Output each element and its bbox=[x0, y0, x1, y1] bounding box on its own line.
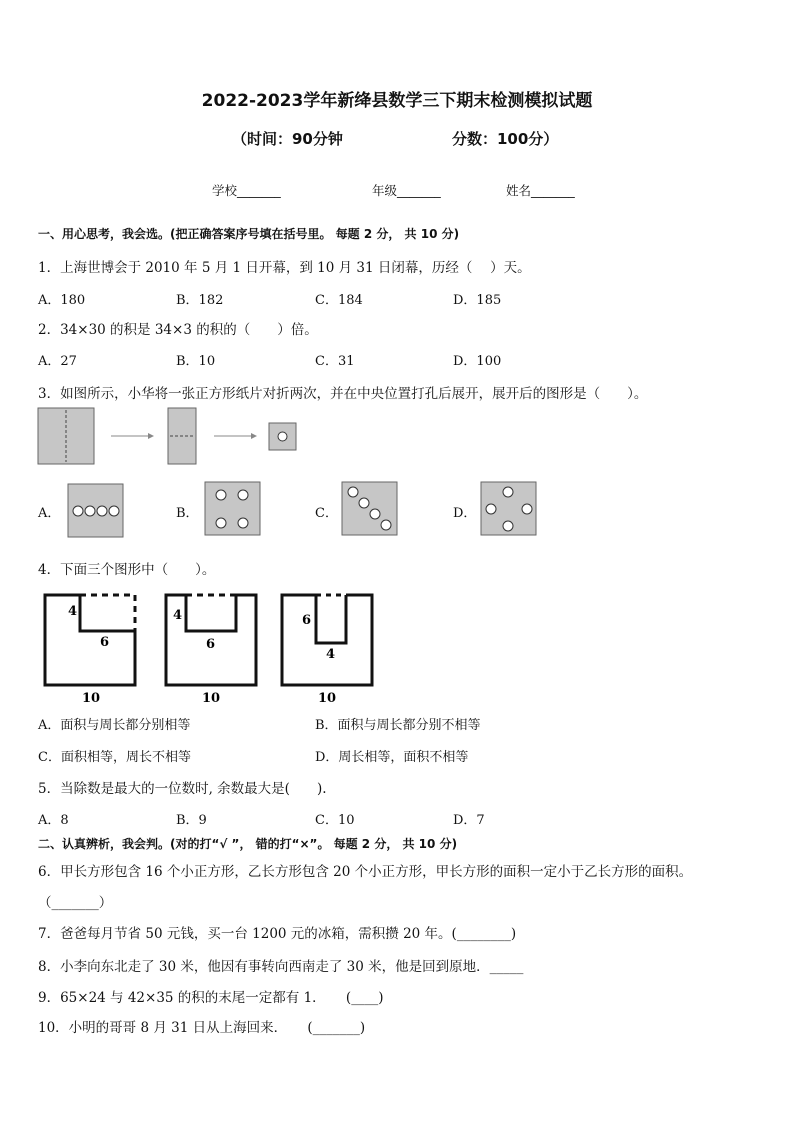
fig2-base-label: 10 bbox=[202, 691, 221, 706]
question-5: 5．当除数是最大的一位数时, 余数最大是( ). bbox=[38, 781, 327, 797]
q4-option-c: C．面积相等，周长不相等 bbox=[38, 750, 191, 765]
q1-option-b: B．182 bbox=[176, 293, 224, 308]
question-1: 1．上海世博会于 2010 年 5 月 1 日开幕，到 10 月 31 日闭幕，历经（ ）天。 bbox=[38, 260, 531, 276]
hole bbox=[522, 504, 532, 514]
name-field: 姓名_______ bbox=[506, 183, 575, 198]
fig3-base-label: 10 bbox=[318, 691, 337, 706]
q5-option-c: C．10 bbox=[315, 813, 355, 828]
q2-option-c: C．31 bbox=[315, 354, 355, 369]
q4-figure-2 bbox=[166, 595, 256, 706]
hole bbox=[109, 506, 119, 516]
hole bbox=[503, 487, 513, 497]
q1-option-c: C．184 bbox=[315, 293, 363, 308]
arrowhead-icon bbox=[148, 433, 154, 439]
q3-option-a-figure bbox=[67, 483, 125, 539]
question-6: 6．甲长方形包含 16 个小正方形，乙长方形包含 20 个小正方形，甲长方形的面积一定小于乙长方形的面积。 bbox=[38, 864, 693, 880]
hole bbox=[73, 506, 83, 516]
fig2-inner-label: 6 bbox=[206, 637, 216, 652]
question-8: 8．小李向东北走了 30 米，他因有事转向西南走了 30 米，他是回到原地．_____ bbox=[38, 959, 524, 975]
q1-option-a: A．180 bbox=[38, 293, 86, 308]
section-2-heading: 二、认真辨析，我会判。(对的打“√ ”， 错的打“×”。 每题 2 分， 共 10 分) bbox=[38, 837, 458, 851]
q6-answer-blank[interactable]: （_______） bbox=[38, 895, 113, 911]
hole bbox=[216, 518, 226, 528]
question-3: 3．如图所示，小华将一张正方形纸片对折两次，并在中央位置打孔后展开，展开后的图形是（ ）。 bbox=[38, 386, 648, 402]
hole bbox=[348, 487, 358, 497]
q3-option-d: D． bbox=[453, 506, 477, 521]
q3-option-c: C． bbox=[315, 506, 338, 521]
hole bbox=[238, 518, 248, 528]
hole bbox=[216, 490, 226, 500]
fig1-inner-label: 6 bbox=[100, 635, 110, 650]
q4-figure-1 bbox=[45, 595, 135, 706]
page-title: 2022-2023学年新绛县数学三下期末检测模拟试题 bbox=[201, 91, 593, 111]
q3-option-d-figure bbox=[480, 481, 538, 537]
hole bbox=[97, 506, 107, 516]
q2-option-b: B．10 bbox=[176, 354, 216, 369]
hole bbox=[359, 498, 369, 508]
hole bbox=[381, 520, 391, 530]
q5-option-a: A．8 bbox=[38, 813, 69, 828]
arrowhead-icon-2 bbox=[251, 433, 257, 439]
q1-option-d: D．185 bbox=[453, 293, 502, 308]
q4-figures bbox=[40, 590, 380, 708]
q5-option-b: B．9 bbox=[176, 813, 207, 828]
question-9: 9．65×24 与 42×35 的积的末尾一定都有 1． (____) bbox=[38, 990, 384, 1006]
q3-option-c-figure bbox=[341, 481, 399, 537]
punched-hole bbox=[278, 432, 287, 441]
q3-option-b-figure bbox=[204, 481, 262, 537]
question-7: 7．爸爸每月节省 50 元钱，买一台 1200 元的冰箱，需积攒 20 年。(________) bbox=[38, 926, 517, 942]
hole bbox=[486, 504, 496, 514]
school-field: 学校_______ bbox=[212, 183, 281, 198]
q4-option-d: D．周长相等，面积不相等 bbox=[315, 750, 469, 765]
fig3-top-label: 6 bbox=[302, 613, 312, 628]
option-b-square bbox=[205, 482, 260, 535]
q3-option-a: A． bbox=[38, 506, 61, 521]
time-label: （时间：90分钟 bbox=[232, 130, 343, 148]
hole bbox=[85, 506, 95, 516]
hole bbox=[370, 509, 380, 519]
q2-option-d: D．100 bbox=[453, 354, 502, 369]
q3-option-b: B． bbox=[176, 506, 199, 521]
q4-option-a: A．面积与周长都分别相等 bbox=[38, 718, 191, 733]
question-10: 10．小明的哥哥 8 月 31 日从上海回来． (_______) bbox=[38, 1020, 366, 1036]
q4-figure-3 bbox=[282, 595, 372, 706]
folding-illustration bbox=[36, 406, 306, 468]
section-1-heading: 一、用心思考，我会选。(把正确答案序号填在括号里。 每题 2 分， 共 10 分) bbox=[38, 227, 460, 241]
fig2-top-label: 4 bbox=[173, 608, 183, 623]
score-label: 分数：100分） bbox=[452, 130, 559, 148]
question-4: 4．下面三个图形中（ ）。 bbox=[38, 562, 216, 578]
question-2: 2．34×30 的积是 34×3 的积的（ ）倍。 bbox=[38, 322, 318, 338]
fig3-inner-label: 4 bbox=[326, 647, 336, 662]
q2-option-a: A．27 bbox=[38, 354, 77, 369]
hole bbox=[238, 490, 248, 500]
q5-option-d: D．7 bbox=[453, 813, 485, 828]
fig1-top-label: 4 bbox=[68, 604, 78, 619]
q4-option-b: B．面积与周长都分别不相等 bbox=[315, 718, 481, 733]
grade-field: 年级_______ bbox=[372, 183, 441, 198]
hole bbox=[503, 521, 513, 531]
fig1-base-label: 10 bbox=[82, 691, 101, 706]
